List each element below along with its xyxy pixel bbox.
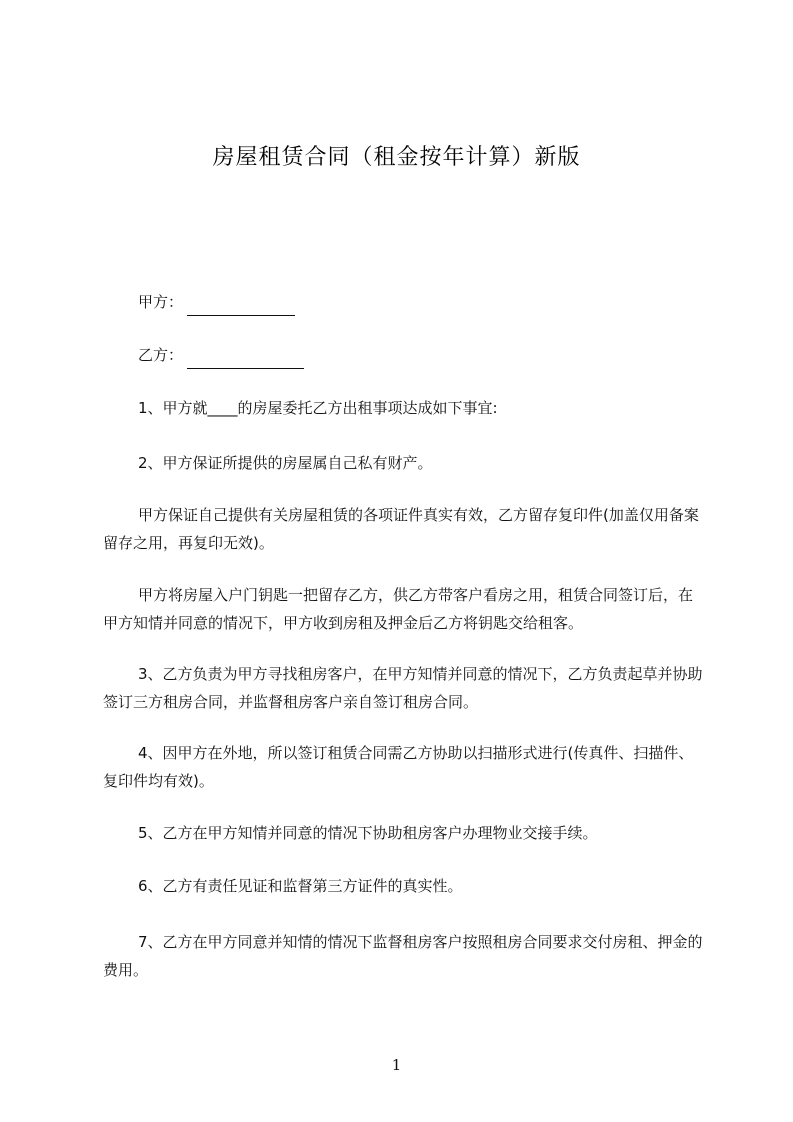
paragraph-7: 5、乙方在甲方知情并同意的情况下协助租房客户办理物业交接手续。 (138, 824, 598, 842)
party-b-label: 乙方： (138, 346, 184, 364)
page-number: 1 (391, 1056, 402, 1074)
party-a-line (103, 288, 295, 316)
paragraph-2: 2、甲方保证所提供的房屋属自己私有财产。 (138, 454, 433, 472)
paragraph-8: 6、乙方有责任见证和监督第三方证件的真实性。 (138, 877, 463, 895)
party-b-line (103, 341, 304, 369)
party-a-label: 甲方： (138, 293, 184, 311)
paragraph-6: 4、因甲方在外地，所以签订租赁合同需乙方协助以扫描形式进行(传真件、扫描件、复印件均有效)。 (103, 744, 694, 790)
paragraph-1: 1、甲方就____的房屋委托乙方出租事项达成如下事宜: (138, 399, 498, 417)
party-a-blank (187, 297, 295, 316)
paragraph-3: 甲方保证自己提供有关房屋租赁的各项证件真实有效，乙方留存复印件(加盖仅用备案留存之用，再复印无效)。 (103, 506, 699, 552)
party-b-blank (187, 350, 304, 369)
paragraph-4: 甲方将房屋入户门钥匙一把留存乙方，供乙方带客户看房之用，租赁合同签订后，在甲方知情并同意的情况下，甲方收到房租及押金后乙方将钥匙交给租客。 (103, 586, 694, 632)
paragraph-5: 3、乙方负责为甲方寻找租房客户，在甲方知情并同意的情况下，乙方负责起草并协助签订三方租房合同，并监督租房客户亲自签订租房合同。 (103, 665, 703, 711)
document-title: 房屋租赁合同（租金按年计算）新版 (212, 145, 581, 170)
paragraph-9: 7、乙方在甲方同意并知情的情况下监督租房客户按照租房合同要求交付房租、押金的费用。 (103, 933, 703, 979)
